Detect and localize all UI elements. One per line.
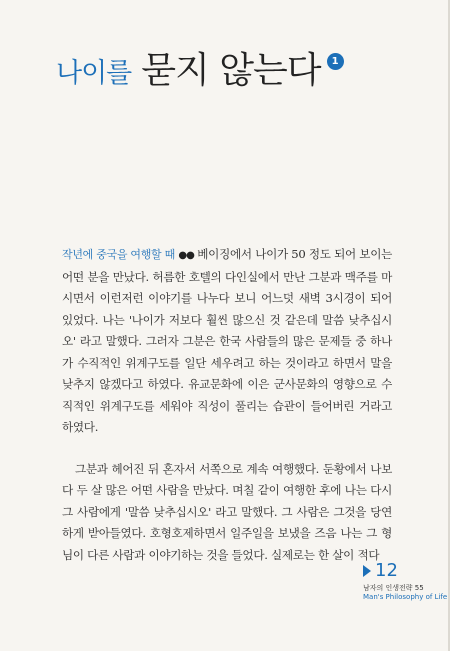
chapter-title (56, 42, 344, 93)
lead-phrase: 작년에 중국을 여행할 때 (62, 248, 175, 261)
bullet-dots: ●● (178, 250, 194, 261)
page-number (363, 560, 447, 581)
series-title-korean: 남자의 인생전략 55 (363, 584, 424, 592)
chapter-number-badge: 1 (327, 53, 344, 70)
title-part1: 나이를 (56, 58, 132, 89)
paragraph-2: 그분과 헤어진 뒤 혼자서 서쪽으로 계속 여행했다. 둔황에서 나보다 두 살 많은 어떤 사람을 만났다. 며칠 같이 여행한 후에 나는 다시 그 사람에게 '말씀 낮추십시오' 라고 말했다. 그 사람은 그것을 당연하게 받아들였다. 호형호제하면서 일주일을 보냈을 즈음 나는 그 형님이 다른 사람과 이야기하는 것을 들었다. 실제로는 한 살이 적다 (62, 461, 392, 562)
paragraph-1-text: 베이징에서 나이가 50 정도 되어 보이는 어떤 분을 만났다. 허름한 호텔의 다인실에서 만난 그분과 맥주를 마시면서 이런저런 이야기를 나누다 보니 어느덧 새벽 3시경이 되어 있었다. 나는 '나이가 저보다 훨씬 많으신 것 같은데 말씀 낮추십시오' 라고 말했다. 그러자 그분은 한국 사람들의 많은 문제들 중 하나가 수직적인 위계구도를 일단 세우려고 하는 것이라고 하면서 말을 낮추지 않겠다고 하였다. 유교문화에 이은 군사문화의 영향으로 수직적인 위계구도를 세워야 직성이 풀리는 습관이 들어버린 거라고 하였다. (62, 247, 392, 434)
page-number-text: 12 (375, 560, 398, 581)
triangle-marker-icon (363, 565, 371, 577)
title-part2: 묻지 않는다 (141, 50, 321, 91)
page-footer (363, 560, 447, 601)
paragraph-1 (62, 244, 392, 439)
series-title-english: Man's Philosophy of Life (363, 593, 448, 601)
body-text (62, 244, 392, 566)
